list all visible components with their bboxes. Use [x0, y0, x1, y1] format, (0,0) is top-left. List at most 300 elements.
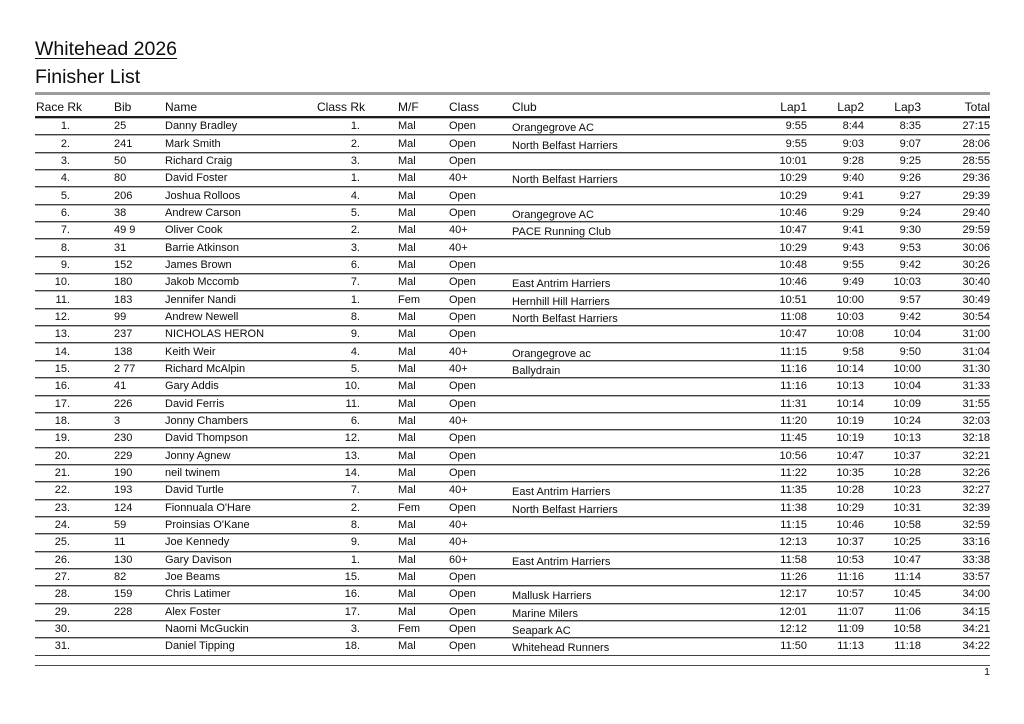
cell-text: 10:29 [779, 172, 807, 185]
cell-text: 9:42 [899, 310, 921, 323]
cell-race-rk [35, 170, 80, 187]
cell-name [146, 448, 298, 465]
cell-class [421, 517, 484, 534]
cell-text: 32:18 [962, 432, 990, 445]
cell-class [421, 448, 484, 465]
cell-lap1 [747, 517, 807, 534]
cell-text: 10:37 [836, 536, 864, 549]
cell-club [484, 378, 747, 395]
cell-class-rk [298, 257, 370, 274]
cell-text: 18. [344, 640, 360, 653]
cell-class [421, 604, 484, 621]
cell-class [421, 534, 484, 551]
cell-class-rk [298, 135, 370, 152]
header-cell-club: Club [484, 92, 747, 118]
table-row [35, 309, 990, 326]
cell-text: 11. [55, 293, 70, 306]
cell-lap2 [807, 291, 864, 308]
cell-text: Mal [398, 241, 416, 254]
cell-text: 10:45 [893, 588, 921, 601]
cell-text: Mal [398, 172, 416, 185]
cell-text: 49 9 [114, 224, 136, 237]
cell-bib [80, 482, 146, 499]
cell-text: 9:50 [899, 345, 921, 358]
cell-mf [370, 291, 421, 308]
cell-bib [80, 534, 146, 551]
cell-name [146, 326, 298, 343]
cell-club [484, 361, 747, 378]
cell-bib [80, 135, 146, 152]
cell-lap3 [864, 309, 921, 326]
cell-club [484, 621, 747, 638]
cell-text: 12:01 [779, 605, 807, 618]
cell-text: Open [449, 206, 476, 219]
cell-lap1 [747, 413, 807, 430]
cell-bib [80, 465, 146, 482]
cell-class [421, 222, 484, 239]
cell-name [146, 552, 298, 569]
cell-text: 23. [54, 501, 70, 514]
cell-race-rk [35, 396, 80, 413]
cell-text: 11 [114, 536, 126, 549]
cell-name [146, 604, 298, 621]
cell-bib [80, 500, 146, 517]
cell-name [146, 465, 298, 482]
cell-mf [370, 396, 421, 413]
cell-bib [80, 343, 146, 360]
table-row [35, 135, 990, 152]
cell-text: 24. [54, 519, 70, 532]
cell-text: 3. [350, 241, 360, 254]
cell-text: 10:04 [893, 380, 921, 393]
cell-text: 10:56 [779, 449, 807, 462]
cell-text: 27. [54, 571, 70, 584]
cell-race-rk [35, 638, 80, 655]
cell-text: 10:46 [779, 206, 807, 219]
cell-text: 9:55 [842, 258, 864, 271]
cell-name [146, 343, 298, 360]
cell-text: Mal [398, 380, 416, 393]
cell-text: 10:28 [893, 467, 921, 480]
cell-text: 99 [114, 310, 127, 323]
cell-text: 226 [114, 397, 133, 410]
cell-text: 26. [54, 553, 70, 566]
table-row [35, 187, 990, 204]
cell-text: Mal [398, 449, 416, 462]
cell-text: Fem [398, 293, 420, 306]
cell-text: 10:14 [836, 397, 864, 410]
cell-bib [80, 326, 146, 343]
cell-text: Mal [398, 154, 416, 167]
cell-lap2 [807, 326, 864, 343]
cell-name [146, 482, 298, 499]
table-row [35, 343, 990, 360]
cell-bib [80, 153, 146, 170]
cell-race-rk [35, 291, 80, 308]
cell-text: 10. [54, 276, 70, 289]
table-row [35, 448, 990, 465]
cell-lap1 [747, 552, 807, 569]
cell-lap3 [864, 343, 921, 360]
cell-text: Open [449, 189, 476, 202]
header-cell-mf: M/F [370, 92, 421, 118]
cell-lap2 [807, 396, 864, 413]
cell-bib [80, 187, 146, 204]
cell-text: Gary Addis [165, 380, 219, 393]
cell-bib [80, 291, 146, 308]
cell-text: East Antrim Harriers [512, 555, 611, 568]
cell-text: 13. [344, 449, 360, 462]
cell-text: 29. [54, 605, 70, 618]
cell-mf [370, 569, 421, 586]
cell-text: 12. [344, 432, 360, 445]
cell-mf [370, 586, 421, 603]
cell-text: 10:04 [893, 328, 921, 341]
cell-name [146, 274, 298, 291]
cell-bib [80, 205, 146, 222]
cell-text: Mal [398, 120, 416, 133]
cell-class-rk [298, 500, 370, 517]
cell-lap2 [807, 552, 864, 569]
cell-club [484, 291, 747, 308]
cell-lap3 [864, 621, 921, 638]
cell-mf [370, 621, 421, 638]
cell-text: 4. [60, 172, 70, 185]
cell-text: 2. [350, 501, 360, 514]
cell-text: 9:26 [899, 172, 921, 185]
cell-text: 10:08 [836, 328, 864, 341]
cell-text: Mal [398, 605, 416, 618]
cell-text: 11:20 [780, 415, 807, 428]
cell-mf [370, 309, 421, 326]
cell-total [921, 413, 990, 430]
cell-text: 11:16 [780, 380, 807, 393]
cell-text: Mal [398, 362, 416, 375]
cell-name [146, 430, 298, 447]
cell-class-rk [298, 448, 370, 465]
cell-text: Andrew Carson [165, 206, 241, 219]
cell-lap1 [747, 291, 807, 308]
cell-text: 11. [345, 397, 360, 410]
cell-text: 2. [350, 224, 360, 237]
cell-class-rk [298, 361, 370, 378]
table-row [35, 118, 990, 135]
cell-text: 10:00 [893, 362, 921, 375]
cell-mf [370, 430, 421, 447]
cell-lap1 [747, 500, 807, 517]
cell-text: 10:57 [836, 588, 864, 601]
cell-text: 34:21 [962, 623, 990, 636]
cell-text: 9:49 [842, 276, 864, 289]
cell-bib [80, 309, 146, 326]
cell-race-rk [35, 257, 80, 274]
cell-text: Danny Bradley [165, 120, 238, 133]
cell-total [921, 222, 990, 239]
cell-class-rk [298, 170, 370, 187]
cell-text: 31:04 [962, 345, 990, 358]
cell-text: 9:24 [899, 206, 921, 219]
cell-text: 32:39 [962, 501, 990, 514]
cell-text: 40+ [449, 172, 468, 185]
cell-text: 40+ [449, 224, 468, 237]
table-row [35, 621, 990, 638]
cell-text: Whitehead Runners [512, 642, 610, 655]
cell-text: 29:39 [962, 189, 990, 202]
cell-lap2 [807, 586, 864, 603]
cell-text: 22. [54, 484, 70, 497]
cell-text: 10:47 [779, 328, 807, 341]
cell-name [146, 534, 298, 551]
table-row [35, 274, 990, 291]
cell-text: 10:19 [836, 432, 864, 445]
cell-lap2 [807, 604, 864, 621]
cell-club [484, 118, 747, 135]
cell-mf [370, 135, 421, 152]
cell-lap3 [864, 257, 921, 274]
header-cell-lap1: Lap1 [747, 92, 807, 118]
cell-text: Orangegrove AC [512, 208, 594, 221]
cell-bib [80, 170, 146, 187]
cell-lap1 [747, 205, 807, 222]
cell-text: Mal [398, 432, 416, 445]
cell-text: 10:48 [779, 258, 807, 271]
header-cell-class: Class [421, 92, 484, 118]
cell-text: 11:16 [780, 362, 807, 375]
cell-class-rk [298, 465, 370, 482]
cell-bib [80, 361, 146, 378]
cell-text: Open [449, 137, 476, 150]
cell-race-rk [35, 482, 80, 499]
cell-text: 11:13 [837, 640, 864, 653]
cell-lap2 [807, 621, 864, 638]
cell-lap3 [864, 465, 921, 482]
cell-text: 183 [114, 293, 133, 306]
cell-lap3 [864, 378, 921, 395]
cell-lap3 [864, 135, 921, 152]
cell-text: 33:16 [962, 536, 990, 549]
cell-text: 3 [114, 415, 121, 428]
cell-club [484, 343, 747, 360]
cell-lap3 [864, 153, 921, 170]
cell-text: 9:40 [842, 172, 864, 185]
cell-text: 29:59 [962, 224, 990, 237]
cell-text: Joshua Rolloos [165, 189, 241, 202]
cell-class-rk [298, 482, 370, 499]
table-row [35, 239, 990, 256]
cell-text: 11:16 [837, 571, 864, 584]
cell-text: 10:47 [779, 224, 807, 237]
cell-class-rk [298, 309, 370, 326]
cell-text: 12. [54, 310, 70, 323]
header-cell-lap2: Lap2 [807, 92, 864, 118]
cell-club [484, 500, 747, 517]
cell-text: 6. [350, 415, 360, 428]
cell-class [421, 239, 484, 256]
cell-text: 12:17 [779, 588, 807, 601]
cell-bib [80, 621, 146, 638]
cell-text: 10:46 [836, 519, 864, 532]
cell-name [146, 170, 298, 187]
cell-text: 9:57 [899, 293, 921, 306]
cell-lap2 [807, 274, 864, 291]
cell-text: Open [449, 571, 476, 584]
cell-class-rk [298, 343, 370, 360]
cell-text: 1. [350, 293, 360, 306]
cell-text: Mal [398, 588, 416, 601]
cell-text: 228 [114, 605, 133, 618]
cell-mf [370, 465, 421, 482]
cell-text: 10:47 [893, 553, 921, 566]
cell-lap3 [864, 118, 921, 135]
cell-race-rk [35, 187, 80, 204]
cell-name [146, 569, 298, 586]
cell-text: 4. [350, 345, 360, 358]
cell-text: 9. [60, 258, 70, 271]
cell-text: 32:21 [962, 449, 990, 462]
cell-bib [80, 569, 146, 586]
cell-race-rk [35, 604, 80, 621]
cell-race-rk [35, 239, 80, 256]
cell-total [921, 482, 990, 499]
cell-total [921, 465, 990, 482]
cell-lap3 [864, 552, 921, 569]
cell-text: 32:27 [962, 484, 990, 497]
cell-lap2 [807, 239, 864, 256]
cell-text: 11:15 [780, 519, 807, 532]
table-body [35, 118, 990, 656]
cell-text: 33:38 [962, 553, 990, 566]
cell-total [921, 343, 990, 360]
cell-text: Mal [398, 328, 416, 341]
cell-text: Fionnuala O'Hare [165, 501, 251, 514]
cell-class-rk [298, 430, 370, 447]
header-cell-lap3: Lap3 [864, 92, 921, 118]
cell-text: Open [449, 154, 476, 167]
cell-text: 82 [114, 571, 127, 584]
cell-bib [80, 222, 146, 239]
cell-lap3 [864, 500, 921, 517]
cell-text: 4. [350, 189, 360, 202]
cell-text: 8. [350, 310, 360, 323]
cell-club [484, 517, 747, 534]
cell-class [421, 153, 484, 170]
cell-text: 11:14 [894, 571, 921, 584]
cell-text: 5. [350, 206, 360, 219]
cell-text: 2 77 [114, 362, 136, 375]
cell-class [421, 586, 484, 603]
cell-text: 8:44 [842, 120, 864, 133]
cell-text: neil twinem [165, 467, 221, 480]
cell-text: Open [449, 432, 476, 445]
table-row [35, 569, 990, 586]
cell-text: Mal [398, 206, 416, 219]
cell-text: 9:25 [899, 154, 921, 167]
cell-club [484, 396, 747, 413]
cell-text: 152 [114, 258, 133, 271]
cell-race-rk [35, 343, 80, 360]
cell-name [146, 153, 298, 170]
cell-text: 34:15 [962, 605, 990, 618]
cell-lap1 [747, 187, 807, 204]
cell-text: Chris Latimer [165, 588, 231, 601]
cell-bib [80, 396, 146, 413]
cell-mf [370, 448, 421, 465]
cell-text: 9:42 [899, 258, 921, 271]
cell-name [146, 396, 298, 413]
cell-bib [80, 430, 146, 447]
table-row [35, 205, 990, 222]
cell-lap2 [807, 534, 864, 551]
cell-class-rk [298, 621, 370, 638]
cell-total [921, 205, 990, 222]
header-cell-total: Total [921, 92, 990, 118]
cell-text: Richard Craig [165, 154, 233, 167]
cell-mf [370, 153, 421, 170]
cell-text: 31 [114, 241, 127, 254]
cell-race-rk [35, 135, 80, 152]
cell-text: 32:59 [962, 519, 990, 532]
cell-text: 9:07 [899, 137, 921, 150]
cell-text: Alex Foster [165, 605, 221, 618]
cell-text: 9:55 [785, 137, 807, 150]
cell-lap1 [747, 274, 807, 291]
cell-lap2 [807, 118, 864, 135]
cell-total [921, 448, 990, 465]
cell-text: 11:58 [780, 553, 807, 566]
cell-text: 3. [350, 154, 360, 167]
cell-text: 9:03 [842, 137, 864, 150]
cell-text: 10:24 [893, 415, 921, 428]
cell-text: 11:15 [780, 345, 807, 358]
cell-lap2 [807, 448, 864, 465]
cell-mf [370, 326, 421, 343]
cell-text: 10:13 [893, 432, 921, 445]
cell-text: 21. [54, 467, 70, 480]
cell-bib [80, 517, 146, 534]
cell-total [921, 326, 990, 343]
cell-club [484, 170, 747, 187]
cell-text: 9:41 [842, 224, 864, 237]
cell-text: Orangegrove ac [512, 347, 591, 360]
cell-lap3 [864, 222, 921, 239]
table-row [35, 534, 990, 551]
cell-text: David Foster [165, 172, 228, 185]
cell-text: Mal [398, 345, 416, 358]
cell-text: 28:55 [962, 154, 990, 167]
cell-text: 10:14 [836, 362, 864, 375]
cell-text: 6. [60, 206, 70, 219]
cell-mf [370, 482, 421, 499]
cell-lap2 [807, 517, 864, 534]
cell-text: 10:53 [836, 553, 864, 566]
table-row [35, 638, 990, 655]
cell-class-rk [298, 239, 370, 256]
cell-name [146, 378, 298, 395]
cell-text: Joe Kennedy [165, 536, 230, 549]
cell-class [421, 413, 484, 430]
cell-text: PACE Running Club [512, 226, 611, 239]
cell-class-rk [298, 534, 370, 551]
cell-text: Mal [398, 536, 416, 549]
cell-text: North Belfast Harriers [512, 503, 618, 516]
cell-text: North Belfast Harriers [512, 312, 618, 325]
cell-mf [370, 257, 421, 274]
cell-lap2 [807, 638, 864, 655]
cell-race-rk [35, 534, 80, 551]
cell-text: 25. [54, 536, 70, 549]
cell-text: 1. [350, 553, 360, 566]
cell-text: Mal [398, 553, 416, 566]
